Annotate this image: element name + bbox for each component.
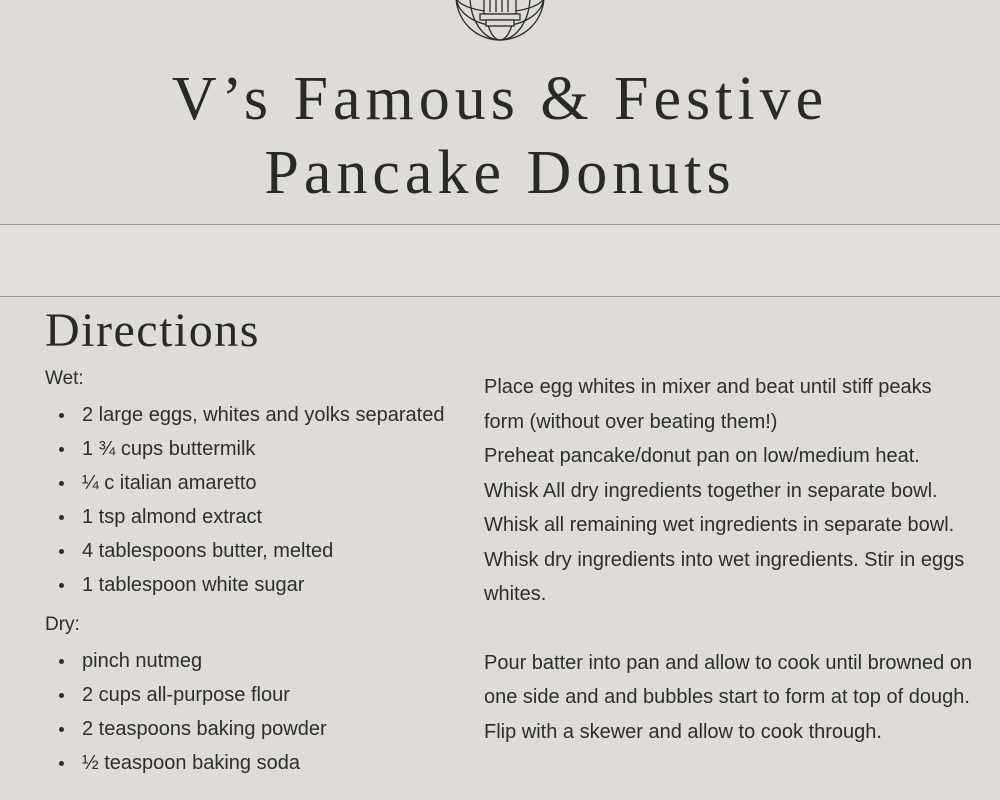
list-item: 2 cups all-purpose flour — [45, 678, 445, 712]
list-item: 2 teaspoons baking powder — [45, 712, 445, 746]
steps-column — [484, 370, 974, 749]
step-paragraph: Pour batter into pan and allow to cook until browned on one side and and bubbles start to form at top of dough. Flip with a skewer and allow to cook through. — [484, 651, 973, 743]
wet-ingredients-list — [45, 398, 445, 602]
title-line-1: V’s Famous & Festive — [171, 65, 829, 133]
step-paragraph: Preheat pancake/donut pan on low/medium heat. Whisk All dry ingredients together in separate bowl. Whisk all remaining wet ingredients in separate bowl. Whisk dry ingredients into wet ingredients. Stir in eggs whites. — [484, 445, 965, 605]
step-paragraph: Place egg whites in mixer and beat until stiff peaks form (without over beating them!) — [484, 376, 932, 433]
divider-band — [0, 225, 1000, 296]
dry-ingredients-list — [45, 644, 445, 780]
page-title — [0, 62, 1000, 210]
list-item: 1 tsp almond extract — [45, 500, 445, 534]
list-item: ¼ c italian amaretto — [45, 466, 445, 500]
ingredients-column — [45, 362, 445, 786]
divider-bottom — [0, 296, 1000, 297]
divider-top — [0, 224, 1000, 225]
list-item: ½ teaspoon baking soda — [45, 746, 445, 780]
dry-label: Dry: — [45, 614, 80, 635]
list-item: 4 tablespoons butter, melted — [45, 534, 445, 568]
wet-label: Wet: — [45, 368, 84, 389]
list-item: 1 tablespoon white sugar — [45, 568, 445, 602]
list-item: 1 ¾ cups buttermilk — [45, 432, 445, 466]
list-item: 2 large eggs, whites and yolks separated — [45, 398, 445, 432]
title-line-2: Pancake Donuts — [264, 139, 736, 207]
section-heading-directions: Directions — [45, 304, 260, 357]
list-item: pinch nutmeg — [45, 644, 445, 678]
ornament-globe-icon — [0, 0, 1000, 58]
